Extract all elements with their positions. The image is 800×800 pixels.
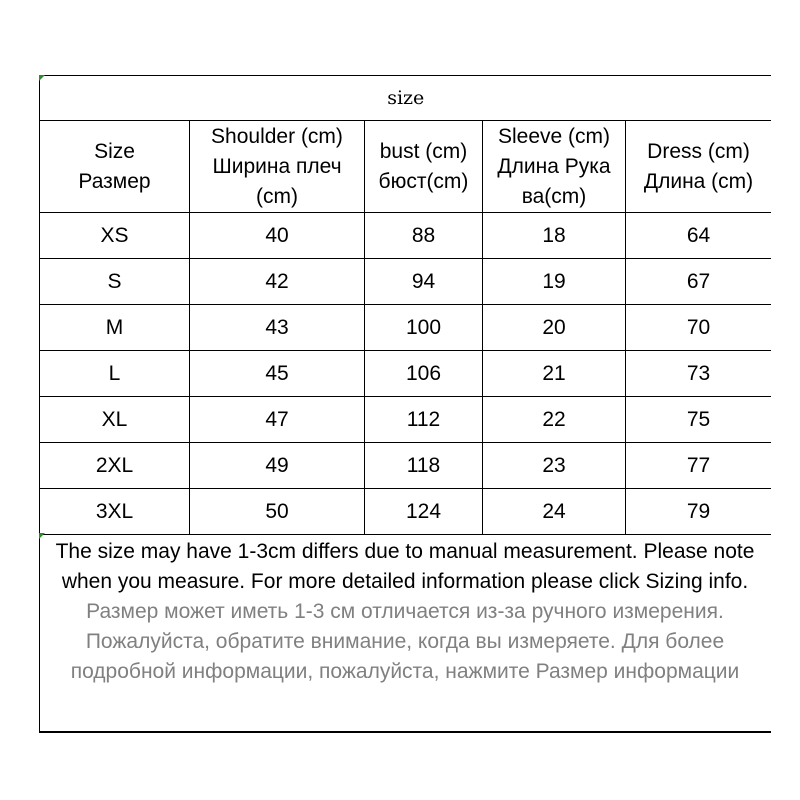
header-sleeve-ru-2: ва(cm) (521, 184, 587, 208)
cell-shoulder: 50 (190, 489, 365, 535)
cell-shoulder: 43 (190, 305, 365, 351)
cell-dress: 67 (626, 259, 772, 305)
cell-dress: 64 (626, 213, 772, 259)
header-sleeve (483, 121, 626, 213)
cell-dress: 79 (626, 489, 772, 535)
table-row (40, 213, 772, 259)
header-shoulder-unit: (cm) (256, 184, 298, 208)
cell-shoulder: 49 (190, 443, 365, 489)
cell-shoulder: 42 (190, 259, 365, 305)
cell-dress: 77 (626, 443, 772, 489)
size-chart (39, 75, 771, 733)
header-shoulder-ru: Ширина плеч (212, 154, 342, 178)
cell-shoulder: 47 (190, 397, 365, 443)
note-russian-wrap (39, 597, 771, 717)
cell-sleeve: 22 (483, 397, 626, 443)
cell-bust: 106 (365, 351, 483, 397)
cell-size: 2XL (40, 443, 190, 489)
header-sleeve-ru: Длина Рука (497, 154, 611, 178)
table-header-row (40, 121, 772, 213)
cell-sleeve: 23 (483, 443, 626, 489)
cell-size: 3XL (40, 489, 190, 535)
cell-bust: 94 (365, 259, 483, 305)
note-english: The size may have 1-3cm differs due to manual measurement. Please note when you measure. For more detailed information please click Sizing info. (55, 540, 755, 593)
cell-bust: 118 (365, 443, 483, 489)
header-sleeve-en: Sleeve (cm) (497, 124, 611, 148)
cell-size: S (40, 259, 190, 305)
header-bust-ru: бюст(cm) (378, 169, 469, 193)
note-russian: Размер может иметь 1-3 см отличается из-за ручного измерения. Пожалуйста, обратите внимание, когда вы измеряете. Для более подробной информации, пожалуйста, нажмите Размер информации (70, 600, 740, 683)
header-dress-ru: Длина (cm) (643, 169, 754, 193)
header-dress-en: Dress (cm) (647, 139, 750, 163)
size-note (39, 537, 771, 717)
corner-mark-top (39, 75, 45, 81)
header-size-en: Size (94, 139, 135, 163)
table-title-row (40, 76, 772, 121)
cell-sleeve: 19 (483, 259, 626, 305)
cell-size: L (40, 351, 190, 397)
cell-bust: 100 (365, 305, 483, 351)
cell-shoulder: 45 (190, 351, 365, 397)
cell-bust: 124 (365, 489, 483, 535)
cell-sleeve: 24 (483, 489, 626, 535)
header-size-ru: Размер (78, 169, 151, 193)
cell-size: M (40, 305, 190, 351)
cell-dress: 73 (626, 351, 772, 397)
cell-dress: 70 (626, 305, 772, 351)
cell-sleeve: 21 (483, 351, 626, 397)
cell-size: XS (40, 213, 190, 259)
table-row (40, 443, 772, 489)
header-bust-en: bust (cm) (379, 139, 468, 163)
table-row (40, 397, 772, 443)
cell-size: XL (40, 397, 190, 443)
cell-bust: 88 (365, 213, 483, 259)
table-row (40, 489, 772, 535)
header-dress (626, 121, 772, 213)
header-shoulder (190, 121, 365, 213)
size-table (39, 75, 771, 535)
cell-sleeve: 18 (483, 213, 626, 259)
table-row (40, 351, 772, 397)
header-shoulder-en: Shoulder (cm) (211, 124, 343, 148)
table-title: size (40, 76, 772, 121)
table-row (40, 259, 772, 305)
table-row (40, 305, 772, 351)
chart-bottom-border (39, 731, 771, 733)
cell-sleeve: 20 (483, 305, 626, 351)
header-size (40, 121, 190, 213)
cell-bust: 112 (365, 397, 483, 443)
header-bust (365, 121, 483, 213)
cell-dress: 75 (626, 397, 772, 443)
cell-shoulder: 40 (190, 213, 365, 259)
